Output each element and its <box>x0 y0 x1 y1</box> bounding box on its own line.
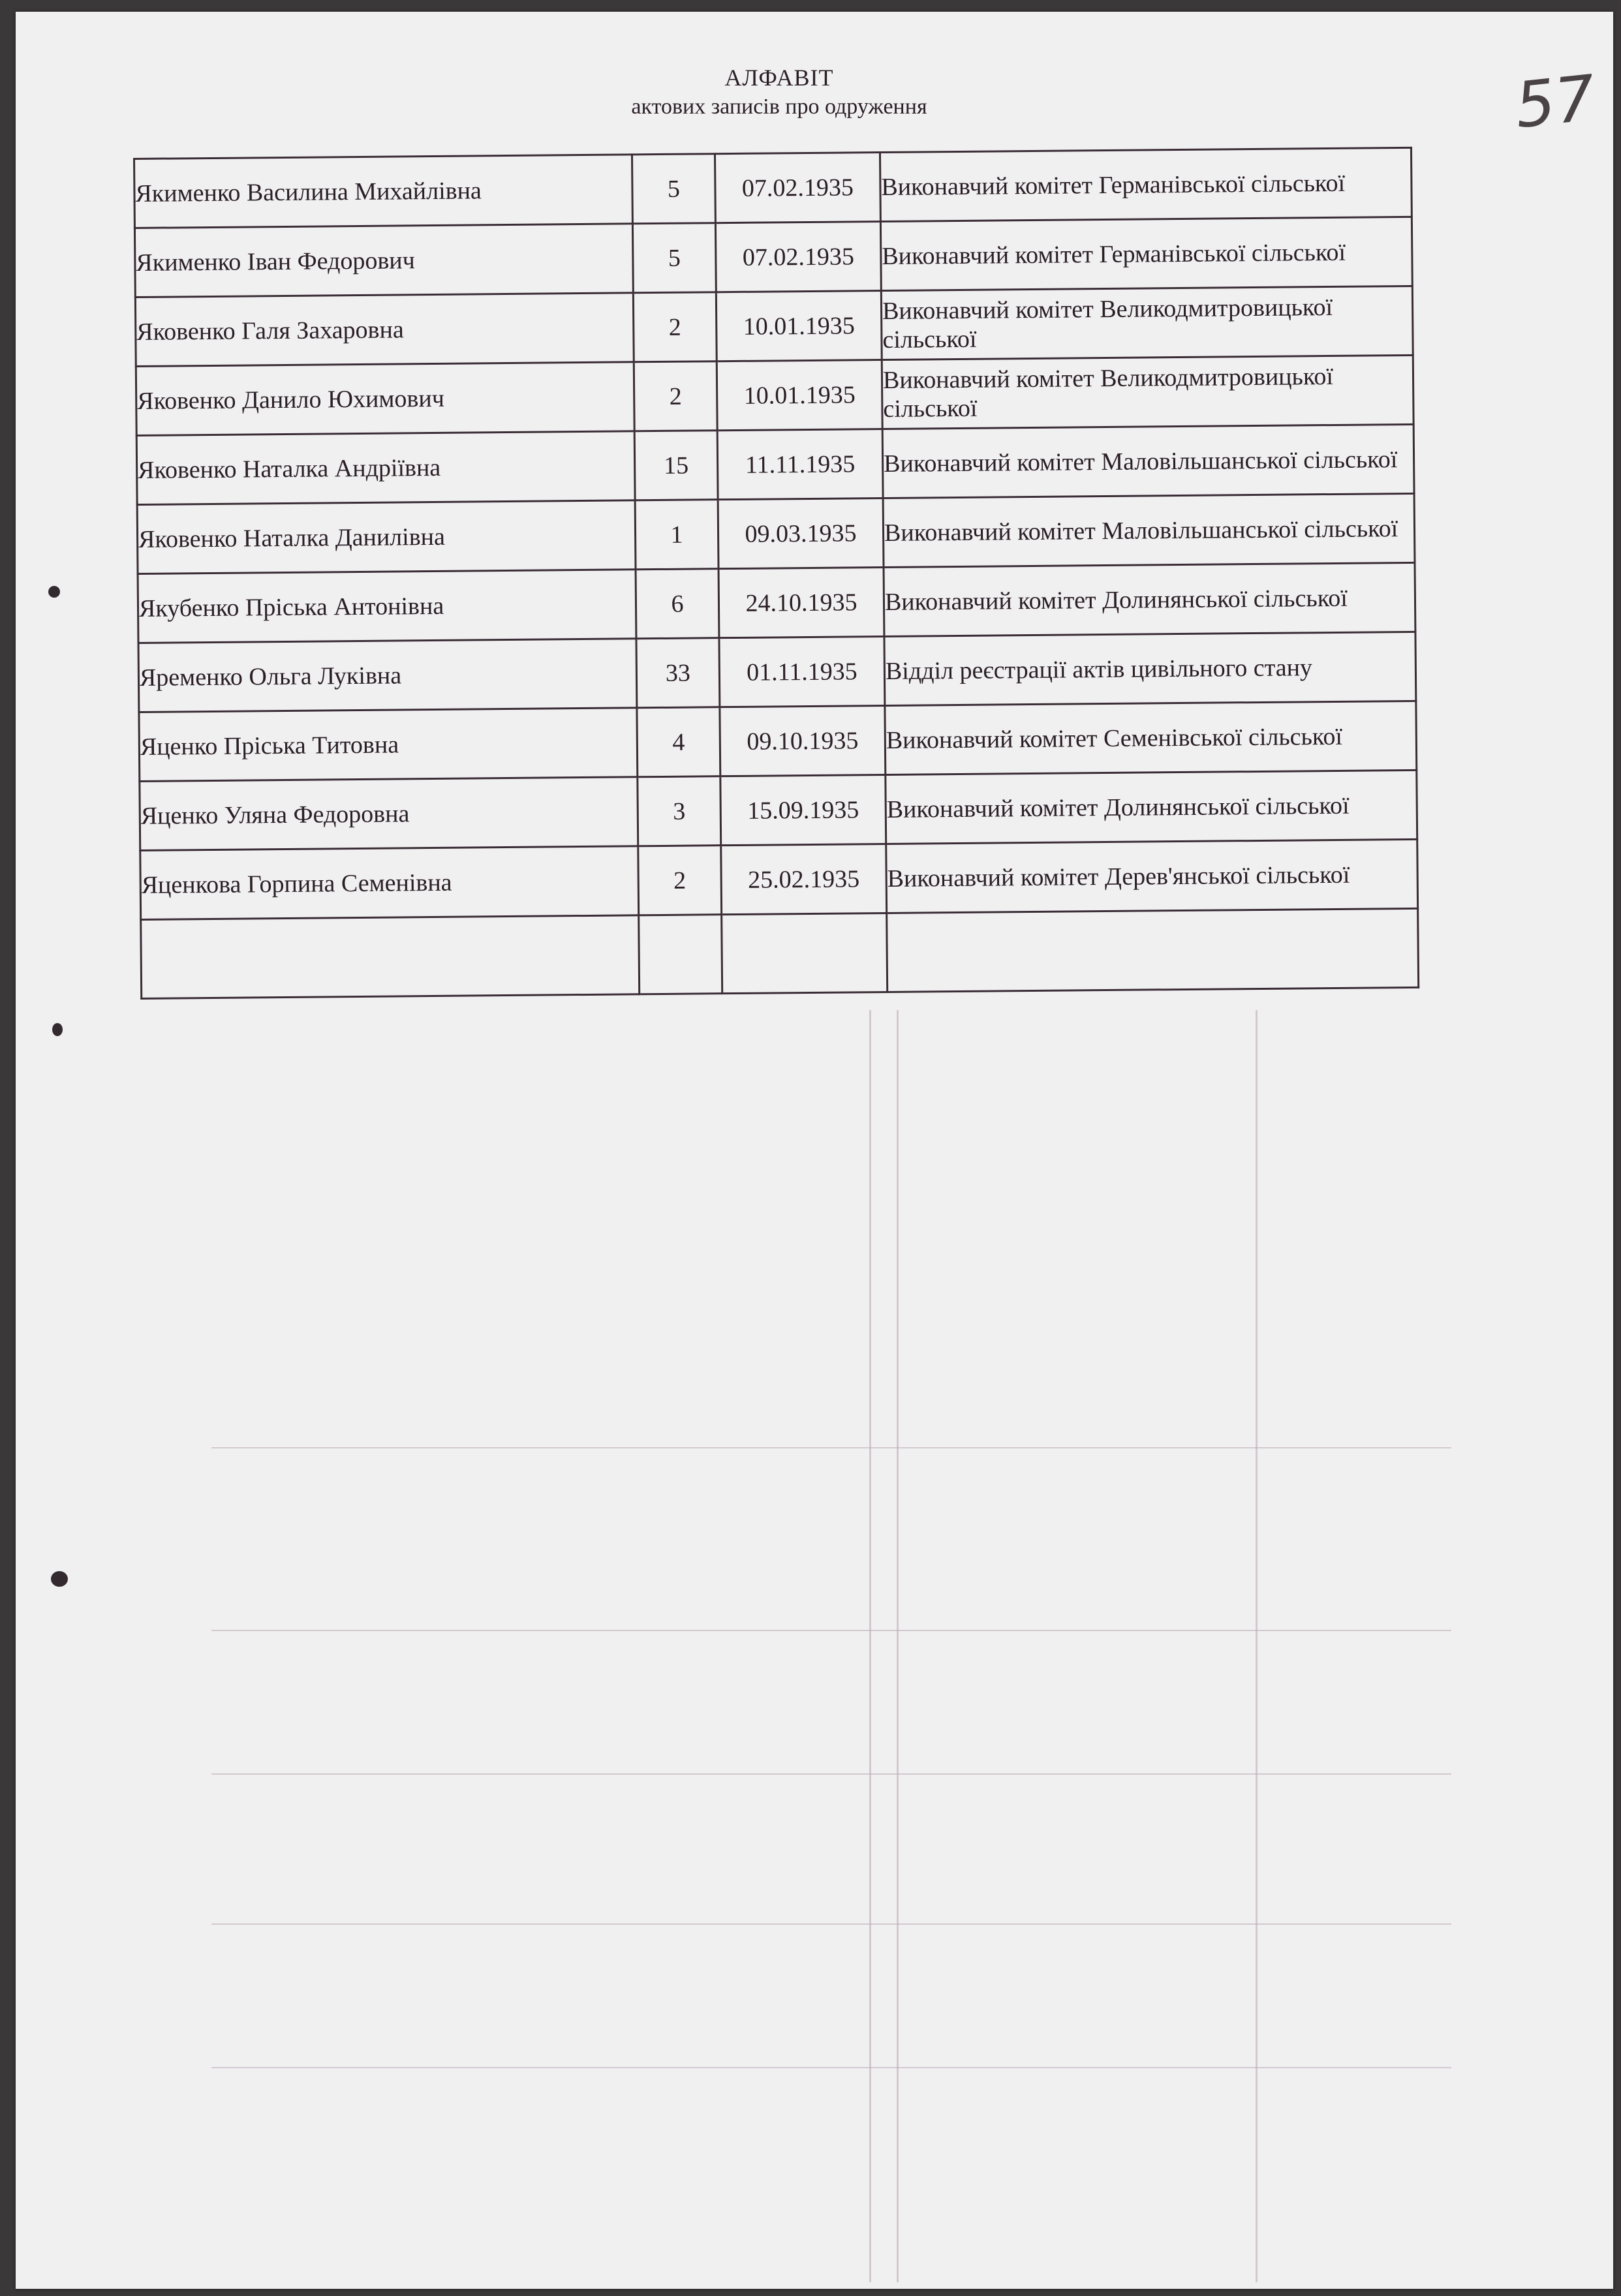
record-number: 33 <box>636 638 720 708</box>
registering-authority: Виконавчий комітет Семенівської сільської <box>885 701 1417 774</box>
table-row <box>137 493 1415 574</box>
record-date: 10.01.1935 <box>716 291 882 361</box>
person-name: Якименко Василина Михайлівна <box>134 155 633 228</box>
bleed-through-line <box>211 1923 1451 1925</box>
table-row <box>139 701 1417 781</box>
record-date: 11.11.1935 <box>717 429 883 499</box>
person-name: Якубенко Пріська Антонівна <box>138 570 636 643</box>
registering-authority: Виконавчий комітет Долинянської сільської <box>884 562 1415 636</box>
bleed-through-line <box>211 1630 1451 1631</box>
record-number: 15 <box>634 431 718 500</box>
person-name: Якименко Іван Федорович <box>134 224 633 298</box>
bleed-through-line <box>1256 1010 1258 2282</box>
table-row <box>140 770 1417 850</box>
binding-hole-speck <box>52 1023 63 1036</box>
bleed-through-line <box>869 1010 871 2282</box>
table-row <box>134 217 1412 297</box>
table-row <box>135 286 1413 366</box>
document-subtitle: актових записів про одруження <box>631 95 927 119</box>
record-number: 5 <box>632 154 715 224</box>
record-number: 2 <box>633 292 717 362</box>
record-date: 09.10.1935 <box>720 705 886 776</box>
empty-cell <box>887 908 1419 992</box>
record-number: 2 <box>638 846 722 915</box>
registering-authority: Виконавчий комітет Великодмитровицької сільської <box>881 286 1413 360</box>
table-row <box>138 632 1416 712</box>
binding-hole-speck <box>48 586 60 598</box>
record-date: 24.10.1935 <box>718 567 884 637</box>
record-date: 25.02.1935 <box>721 844 887 914</box>
binding-hole-speck <box>51 1571 68 1587</box>
empty-cell <box>141 915 640 999</box>
record-date: 10.01.1935 <box>717 360 882 431</box>
registering-authority: Відділ реєстрації актів цивільного стану <box>884 632 1416 705</box>
person-name: Яковенко Данило Юхимович <box>136 362 634 436</box>
person-name: Яценко Пріська Титовна <box>139 708 638 782</box>
document-title: АЛФАВІТ <box>724 65 834 91</box>
record-date: 07.02.1935 <box>715 222 881 292</box>
registering-authority: Виконавчий комітет Маловільшанської сільської <box>882 424 1414 498</box>
bleed-through-line <box>211 1773 1451 1775</box>
record-number: 1 <box>635 500 718 570</box>
record-date: 15.09.1935 <box>720 774 886 845</box>
person-name: Яковенко Наталка Данилівна <box>137 500 636 574</box>
document-page <box>16 12 1613 2289</box>
table-row <box>134 147 1412 228</box>
bleed-through-line <box>211 2067 1451 2068</box>
table-row <box>138 562 1415 643</box>
record-number: 4 <box>637 707 720 777</box>
empty-table-row <box>141 908 1419 998</box>
registering-authority: Виконавчий комітет Маловільшанської сільської <box>883 493 1415 567</box>
registering-authority: Виконавчий комітет Долинянської сільської <box>886 770 1417 844</box>
registering-authority: Виконавчий комітет Великодмитровицької сільської <box>882 355 1413 429</box>
empty-cell <box>722 913 888 993</box>
marriage-records-table <box>133 147 1419 1000</box>
person-name: Яковенко Галя Захаровна <box>135 293 634 367</box>
table-row <box>136 424 1414 504</box>
registering-authority: Виконавчий комітет Дерев'янської сільської <box>886 839 1418 913</box>
empty-cell <box>639 915 722 994</box>
table-row <box>140 839 1418 919</box>
registering-authority: Виконавчий комітет Германівської сільської <box>880 217 1412 290</box>
record-number: 6 <box>636 569 719 639</box>
person-name: Яковенко Наталка Андріївна <box>136 431 635 505</box>
record-number: 2 <box>634 361 717 431</box>
record-date: 07.02.1935 <box>715 153 880 223</box>
record-number: 5 <box>632 223 716 293</box>
person-name: Яценко Уляна Федоровна <box>140 777 638 851</box>
record-number: 3 <box>638 776 721 846</box>
registering-authority: Виконавчий комітет Германівської сільської <box>880 147 1412 221</box>
person-name: Яременко Ольга Луківна <box>138 639 637 712</box>
bleed-through-line <box>897 1010 899 2282</box>
person-name: Яценкова Горпина Семенівна <box>140 846 639 920</box>
bleed-through-line <box>211 1447 1451 1448</box>
record-date: 01.11.1935 <box>719 636 885 707</box>
handwritten-page-number: 57 <box>1511 61 1599 143</box>
table-row <box>136 355 1413 435</box>
record-date: 09.03.1935 <box>718 498 884 568</box>
